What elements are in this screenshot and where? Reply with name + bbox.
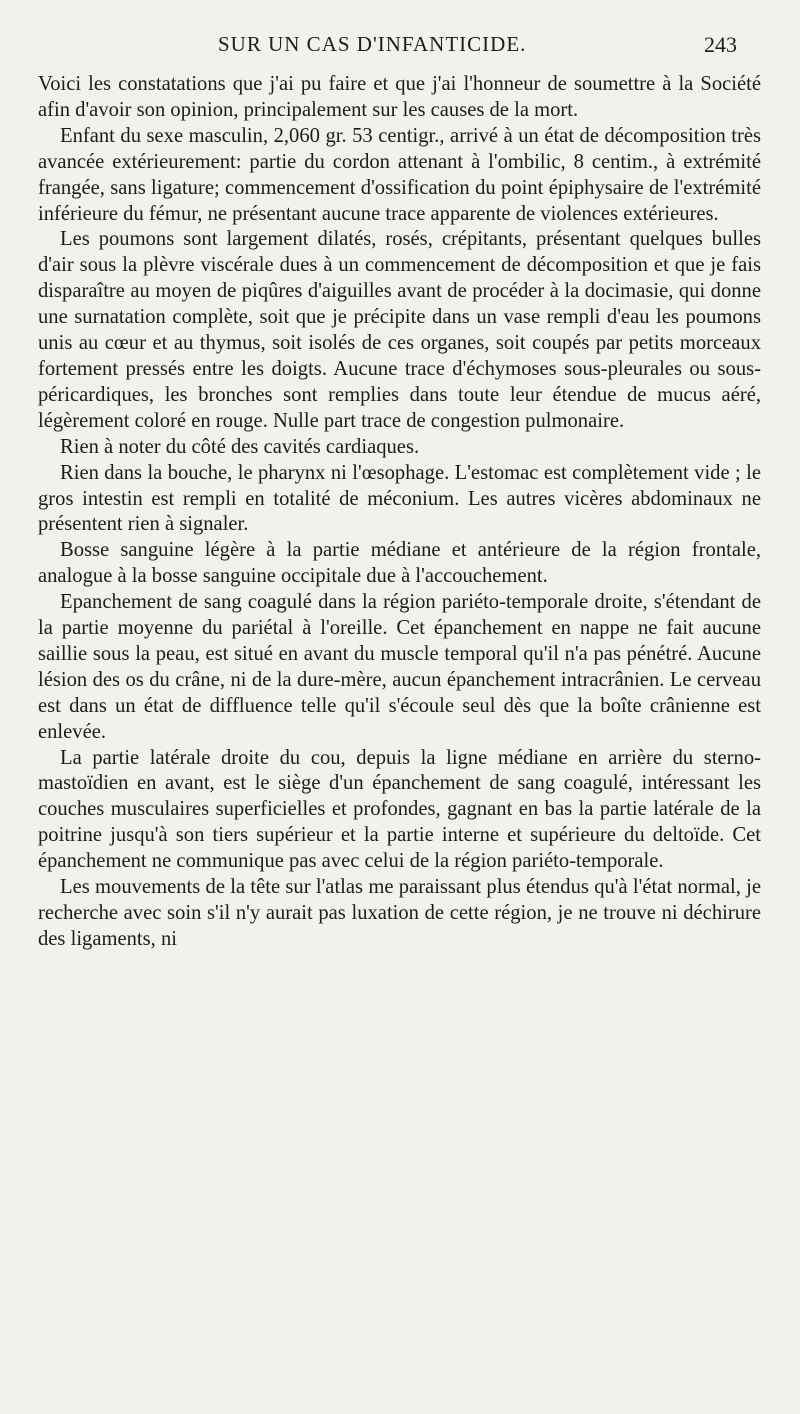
page-number: 243 — [704, 32, 737, 57]
body-text — [38, 72, 761, 953]
paragraph: Rien dans la bouche, le pharynx ni l'œsophage. L'estomac est complètement vide ; le gros intestin est rempli en totalité de méconium. Les autres vicères abdominaux ne présentent rien à signaler. — [38, 461, 761, 536]
running-title: SUR UN CAS D'INFANTICIDE. — [218, 32, 527, 56]
paragraph: La partie latérale droite du cou, depuis la ligne médiane en arrière du sterno-mastoïdien en avant, est le siège d'un épanchement de sang coagulé, intéressant les couches musculaires superficielles et profondes, gagnant en bas la partie latérale de la poitrine jusqu'à son tiers supérieur et la partie interne et supérieure du deltoïde. Cet épanchement ne communique pas avec celui de la région pariéto-temporale. — [38, 746, 761, 873]
paragraph: Enfant du sexe masculin, 2,060 gr. 53 centigr., arrivé à un état de décomposition très avancée extérieurement: partie du cordon attenant à l'ombilic, 8 centim., à extrémité frangée, sans ligature; commencement d'ossification du point épiphysaire de l'extrémité inférieure du fémur, ne présentant aucune trace apparente de violences extérieures. — [38, 124, 761, 225]
paragraph: Voici les constatations que j'ai pu faire et que j'ai l'honneur de soumettre à la Société afin d'avoir son opinion, principalement sur les causes de la mort. — [38, 73, 761, 121]
paragraph: Les mouvements de la tête sur l'atlas me paraissant plus étendus qu'à l'état normal, je recherche avec soin s'il n'y aurait pas luxation de cette région, je ne trouve ni déchirure des ligaments, ni — [38, 876, 761, 950]
paragraph: Epanchement de sang coagulé dans la région pariéto-temporale droite, s'étendant de la partie moyenne du pariétal à l'oreille. Cet épanchement en nappe ne fait aucune saillie sous la peau, est situé en avant du muscle temporal qu'il n'a pas pénétré. Aucune lésion des os du crâne, ni de la dure-mère, aucun épanchement intracrânien. Le cerveau est dans un état de diffluence telle qu'il s'écoule seul dès que la boîte crânienne est enlevée. — [38, 591, 761, 743]
page-header — [0, 30, 800, 64]
paragraph: Bosse sanguine légère à la partie médiane et antérieure de la région frontale, analogue à la bosse sanguine occipitale due à l'accouchement. — [38, 539, 761, 588]
paragraph: Rien à noter du côté des cavités cardiaques. — [60, 435, 420, 458]
paragraph: Les poumons sont largement dilatés, rosés, crépitants, présentant quelques bulles d'air sous la plèvre viscérale dues à un commencement de décomposition et que je fais disparaître au moyen de piqûres d'aiguilles avant de procéder à la docimasie, qui donne une surnatation complète, soit que je précipite dans un vase rempli d'eau les poumons unis au cœur et au thymus, soit isolés de ces organes, soit coupés par petits morceaux fortement pressés entre les doigts. Aucune trace d'échymoses sous-pleurales ou sous-péricardiques, les bronches sont remplies dans toute leur étendue de mucus aéré, légèrement coloré en rouge. Nulle part trace de congestion pulmonaire. — [38, 228, 761, 432]
